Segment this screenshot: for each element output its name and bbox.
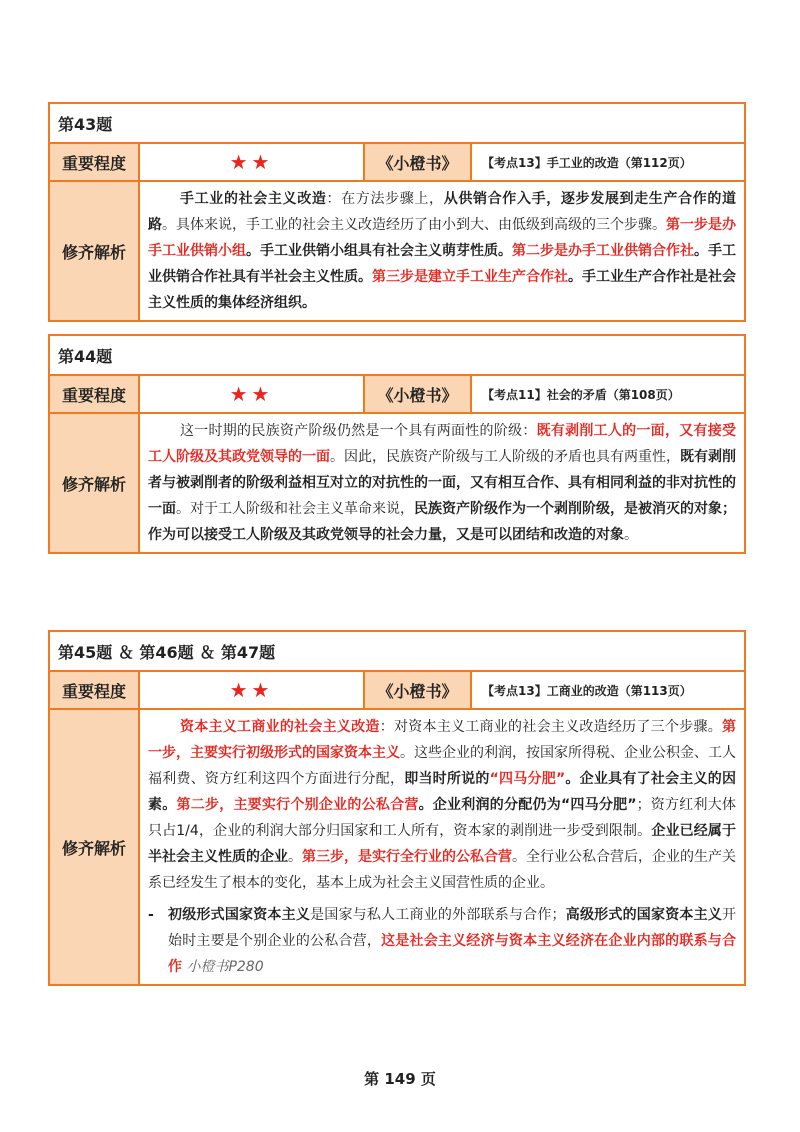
text-segment: 。 bbox=[288, 849, 302, 865]
text-segment: 。因此，民族资产阶级与工人阶级的矛盾也具有两重性， bbox=[330, 449, 680, 465]
book-label: 《小橙书》 bbox=[365, 672, 472, 708]
meta-row bbox=[50, 672, 744, 710]
text-segment: 是国家与私人工商业的外部联系与合作； bbox=[310, 907, 566, 923]
bullet-text bbox=[168, 902, 736, 980]
analysis-text bbox=[140, 182, 744, 320]
text-segment: 。企业具有了社会主义的因素。 bbox=[148, 771, 737, 813]
question-title: 第44题 bbox=[50, 336, 744, 376]
text-segment: 民族资产阶级作为一个剥削阶级，是被消灭的对象；作为可以接受工人阶级及其政党领导的社会力量，又是可以团结和改造的对象 bbox=[148, 501, 736, 543]
text-segment: 。具体来说，手工业的社会主义改造经历了由小到大、由低级到高级的三个步骤。 bbox=[162, 217, 666, 233]
text-segment: 初级形式国家资本主义 bbox=[168, 907, 311, 923]
analysis-row bbox=[50, 414, 744, 552]
meta-row bbox=[50, 144, 744, 182]
text-segment: 。手工业供销小组具有社会主义萌芽性质。 bbox=[246, 243, 512, 259]
text-segment: ；资方红利大体只占1/4，企业的利润大部分归国家和工人所有，资本家的剥削进一步受到限制。 bbox=[148, 797, 737, 839]
bullet-mark: - bbox=[148, 907, 154, 923]
question-card-44 bbox=[48, 334, 746, 554]
analysis-paragraph bbox=[148, 714, 736, 896]
text-segment: 。企业利润的分配仍为“四马分肥” bbox=[418, 797, 637, 813]
text-segment: 既有剥削者与被剥削者的阶级利益相互对立的对抗性的一面，又有相互合作、具有相同利益的非对抗性的一面 bbox=[148, 449, 736, 517]
text-segment: 手工业的社会主义改造 bbox=[180, 191, 327, 207]
analysis-label: 修齐解析 bbox=[50, 414, 140, 552]
star-rating: ★★ bbox=[140, 376, 365, 412]
text-segment: 这一时期的民族资产阶级仍然是一个具有两面性的阶级： bbox=[180, 423, 537, 439]
text-segment: 。 bbox=[624, 527, 638, 543]
analysis-row bbox=[50, 710, 744, 984]
analysis-text bbox=[140, 710, 744, 984]
text-segment: 从供销合作入手，逐步发展到走生产合作的道路 bbox=[148, 191, 737, 233]
question-card-43 bbox=[48, 102, 746, 322]
analysis-row bbox=[50, 182, 744, 320]
importance-label: 重要程度 bbox=[50, 672, 140, 708]
star-rating: ★★ bbox=[140, 672, 365, 708]
question-title: 第45题 ＆ 第46题 ＆ 第47题 bbox=[50, 632, 744, 672]
text-segment: 。全行业公私合营后，企业的生产关系已经发生了根本的变化，基本上成为社会主义国营性质的企业。 bbox=[148, 849, 736, 891]
star-rating: ★★ bbox=[140, 144, 365, 180]
text-segment: 。手工业供销合作社具有半社会主义性质。 bbox=[148, 243, 736, 285]
text-segment: 第二步，主要实行个别企业的公私合营 bbox=[176, 797, 419, 813]
text-segment: 第三步，是实行全行业的公私合营 bbox=[302, 849, 512, 865]
text-segment: ：在方法步骤上， bbox=[326, 191, 444, 207]
text-segment: 企业已经属于半社会主义性质的企业 bbox=[148, 823, 737, 865]
text-segment: 第一步，主要实行初级形式的国家资本主义 bbox=[148, 719, 737, 761]
book-label: 《小橙书》 bbox=[365, 376, 472, 412]
text-segment: ：对资本主义工商业的社会主义改造经历了三个步骤。 bbox=[379, 719, 723, 735]
text-segment: 第二步是办手工业供销合作社 bbox=[512, 243, 694, 259]
text-segment: 这是社会主义经济与资本主义经济在企业内部的联系与合作 bbox=[168, 933, 736, 975]
text-segment: 小橙书P280 bbox=[182, 959, 264, 975]
reference-text: 【考点13】工商业的改造（第113页） bbox=[482, 683, 692, 698]
text-segment: 开始时主要是个别企业的公私合营， bbox=[168, 907, 737, 949]
reference-text: 【考点13】手工业的改造（第112页） bbox=[482, 155, 692, 170]
meta-row bbox=[50, 376, 744, 414]
analysis-text bbox=[140, 414, 744, 552]
text-segment: “四马分肥” bbox=[489, 771, 566, 787]
text-segment: 。手工业生产合作社是社会主义性质的集体经济组织。 bbox=[148, 269, 736, 311]
text-segment: 即当时所说的 bbox=[404, 771, 490, 787]
text-segment: 资本主义工商业的社会主义改造 bbox=[180, 719, 380, 735]
note-bullet bbox=[148, 902, 736, 980]
text-segment: 。对于工人阶级和社会主义革命来说， bbox=[176, 501, 414, 517]
text-segment: 高级形式的国家资本主义 bbox=[565, 907, 723, 923]
page-number: 第 149 页 bbox=[364, 1070, 436, 1088]
analysis-label: 修齐解析 bbox=[50, 182, 140, 320]
text-segment: 。这些企业的利润，按国家所得税、企业公积金、工人福利费、资方红利这四个方面进行分配， bbox=[148, 745, 736, 787]
text-segment: 第一步是办手工业供销小组 bbox=[148, 217, 736, 259]
importance-label: 重要程度 bbox=[50, 376, 140, 412]
text-segment: 第三步是建立手工业生产合作社 bbox=[372, 269, 568, 285]
question-title: 第43题 bbox=[50, 104, 744, 144]
importance-label: 重要程度 bbox=[50, 144, 140, 180]
book-label: 《小橙书》 bbox=[365, 144, 472, 180]
analysis-label: 修齐解析 bbox=[50, 710, 140, 984]
text-segment: 既有剥削工人的一面，又有接受工人阶级及其政党领导的一面 bbox=[148, 423, 736, 465]
reference-text: 【考点11】社会的矛盾（第108页） bbox=[482, 387, 680, 402]
question-card-45-47 bbox=[48, 630, 746, 986]
